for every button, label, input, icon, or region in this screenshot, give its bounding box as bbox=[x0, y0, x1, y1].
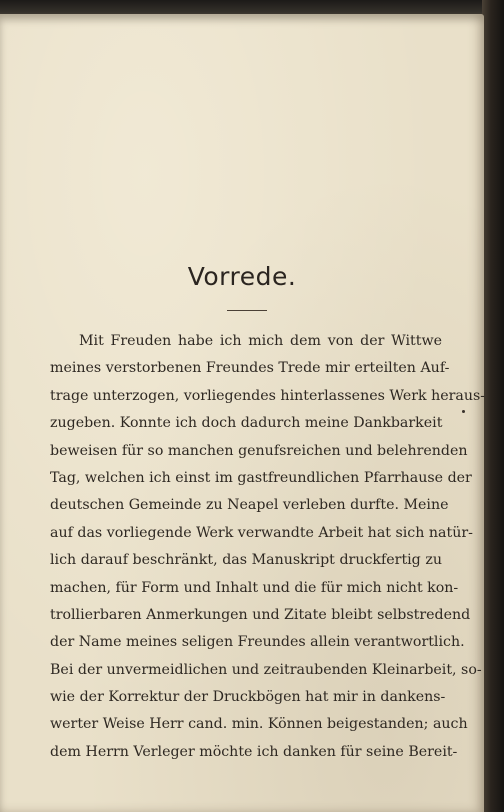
text-line: auf das vorliegende Werk verwandte Arbeit hat sich natür- bbox=[50, 524, 473, 541]
text-line: deutschen Gemeinde zu Neapel verleben durfte. Meine bbox=[50, 497, 449, 514]
preface-paragraph bbox=[50, 328, 486, 766]
text-line: dem Herrn Verleger möchte ich danken für seine Bereit- bbox=[50, 743, 458, 760]
text-line: zugeben. Konnte ich doch dadurch meine Dankbarkeit bbox=[50, 415, 443, 432]
bleed-through-text bbox=[205, 96, 475, 164]
text-line: werter Weise Herr cand. min. Können beigestanden; auch bbox=[50, 716, 468, 733]
text-line: trage unterzogen, vorliegendes hinterlassenes Werk heraus- bbox=[50, 387, 486, 404]
text-line: trollierbaren Anmerkungen und Zitate bleibt selbstredend bbox=[50, 606, 471, 623]
text-line: der Name meines seligen Freundes allein verantwortlich. bbox=[50, 634, 465, 651]
page-heading: Vorrede. bbox=[187, 262, 297, 291]
text-line: Bei der unvermeidlichen und zeitraubenden Kleinarbeit, so- bbox=[50, 661, 482, 678]
book-page bbox=[0, 14, 484, 812]
book-spine-edge bbox=[482, 0, 504, 812]
text-line: beweisen für so manchen genufsreichen und belehrenden bbox=[50, 442, 468, 459]
text-line: lich darauf beschränkt, das Manuskript druckfertig zu bbox=[50, 552, 442, 569]
paper-speck bbox=[462, 410, 465, 413]
text-line: wie der Korrektur der Druckbögen hat mir in dankens- bbox=[50, 689, 446, 706]
text-line: machen, für Form und Inhalt und die für mich nicht kon- bbox=[50, 579, 459, 596]
text-line: meines verstorbenen Freundes Trede mir erteilten Auf- bbox=[50, 360, 450, 377]
text-line: Mit Freuden habe ich mich dem von der Wittwe bbox=[79, 333, 442, 349]
heading-rule bbox=[227, 310, 267, 311]
text-line: Tag, welchen ich einst im gastfreundlichen Pfarrhause der bbox=[50, 469, 472, 486]
